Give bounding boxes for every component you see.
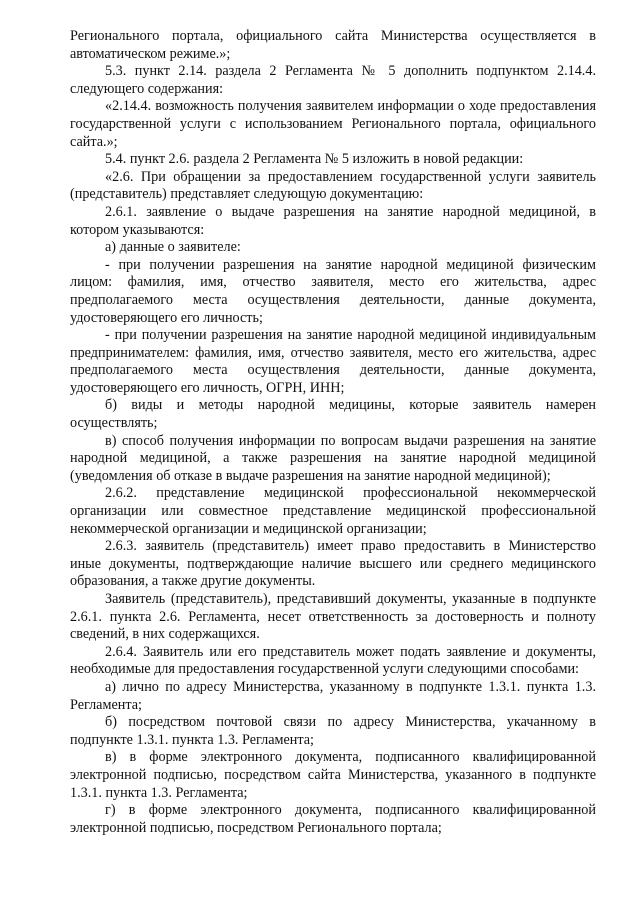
paragraph-applicant-responsibility: Заявитель (представитель), представивший документы, указанные в подпункте 2.6.1. пункта 2.6. Регламента, несет ответственность за достоверность и полноту сведений, в них содержащихся. <box>70 591 596 643</box>
paragraph-2-6-1: 2.6.1. заявление о выдаче разрешения на занятие народной медициной, в котором указываются: <box>70 203 596 238</box>
paragraph-5-3: 5.3. пункт 2.14. раздела 2 Регламента № 5 дополнить подпунктом 2.14.4. следующего содержания: <box>70 63 596 97</box>
paragraph-item-v: в) способ получения информации по вопросам выдачи разрешения на занятие народной медициной, а также разрешения на занятие народной медициной (уведомления об отказе в выдаче разрешения на занятие народной медициной); <box>70 432 596 484</box>
document-page <box>70 28 596 837</box>
paragraph-item-b: б) виды и методы народной медицины, которые заявитель намерен осуществлять; <box>70 397 596 432</box>
paragraph-2-6-3: 2.6.3. заявитель (представитель) имеет право предоставить в Министерство иные документы, подтверждающие наличие высшего или среднего медицинского образования, а также другие документы. <box>70 538 596 590</box>
paragraph-continuation: Регионального портала, официального сайта Министерства осуществляется в автоматическом режиме.»; <box>70 28 596 62</box>
paragraph-2-6: «2.6. При обращении за предоставлением государственной услуги заявитель (представитель) представляет следующую документацию: <box>70 168 596 203</box>
paragraph-entrepreneur: - при получении разрешения на занятие народной медициной индивидуальным предпринимателем: фамилия, имя, отчество заявителя, место его жительства, адрес предполагаемого места осуществления деятельности, данные документа, удостоверяющего его личность, ОГРН, ИНН; <box>70 327 596 396</box>
paragraph-method-g: г) в форме электронного документа, подписанного квалифицированной электронной подписью, посредством Регионального портала; <box>70 802 596 836</box>
paragraph-physical-person: - при получении разрешения на занятие народной медициной физическим лицом: фамилия, имя, отчество заявителя, место его жительства, адрес предполагаемого места осуществления деятельности, данные документа, удостоверяющего его личность; <box>70 256 596 326</box>
paragraph-2-6-4: 2.6.4. Заявитель или его представитель может подать заявление и документы, необходимые для предоставления государственной услуги следующими способами: <box>70 643 596 678</box>
paragraph-method-v: в) в форме электронного документа, подписанного квалифицированной электронной подписью, посредством сайта Министерства, указанного в подпункте 1.3.1. пункта 1.3. Регламента; <box>70 749 596 801</box>
paragraph-item-a: а) данные о заявителе: <box>105 239 241 256</box>
paragraph-2-14-4: «2.14.4. возможность получения заявителем информации о ходе предоставления государственной услуги с использованием Регионального портала, официального сайта.»; <box>70 98 596 150</box>
paragraph-2-6-2: 2.6.2. представление медицинской профессиональной некоммерческой организации или совместное представление медицинской профессиональной некоммерческой организации и медицинской организации; <box>70 485 596 537</box>
paragraph-5-4: 5.4. пункт 2.6. раздела 2 Регламента № 5 изложить в новой редакции: <box>105 151 524 168</box>
paragraph-method-b: б) посредством почтовой связи по адресу Министерства, укачанному в подпункте 1.3.1. пункта 1.3. Регламента; <box>70 714 596 748</box>
paragraph-method-a: а) лично по адресу Министерства, указанному в подпункте 1.3.1. пункта 1.3. Регламента; <box>70 678 596 713</box>
